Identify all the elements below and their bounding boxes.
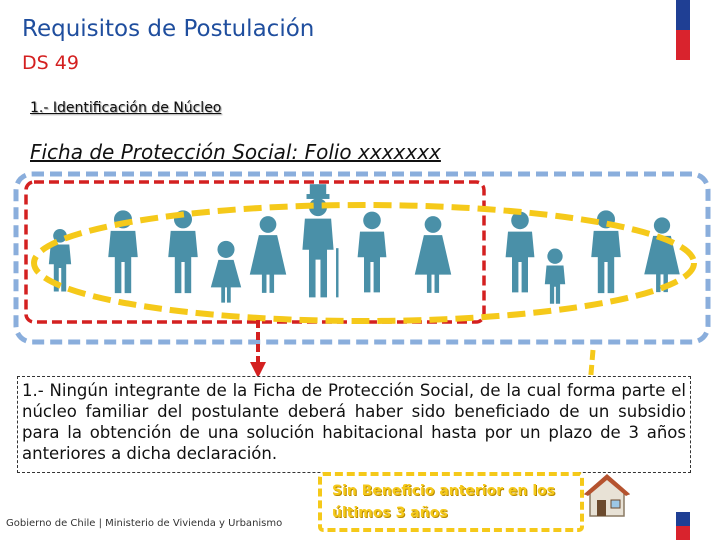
house-icon xyxy=(582,472,632,520)
page-subtitle: DS 49 xyxy=(22,52,79,74)
section-heading: 1.- Identificación de Núcleo xyxy=(30,100,222,116)
info-box xyxy=(17,376,691,473)
badge-line-1: Sin Beneficio anterior en los xyxy=(332,483,556,499)
ficha-heading: Ficha de Protección Social: Folio xxxxxxx xyxy=(30,140,441,164)
info-text: 1.- Ningún integrante de la Ficha de Protección Social, de la cual forma parte el núcleo familiar del postulante deberá haber sido beneficiado de un subsidio para la obtención de una solución habitacional hasta por un plazo de 3 años anteriores a dicha declaración. xyxy=(22,381,686,463)
page-title: Requisitos de Postulación xyxy=(22,16,315,42)
footer-text: Gobierno de Chile | Ministerio de Vivienda y Urbanismo xyxy=(6,518,283,529)
badge-line-2: últimos 3 años xyxy=(332,505,448,521)
badge-box xyxy=(318,472,584,532)
badge-text xyxy=(332,480,555,524)
